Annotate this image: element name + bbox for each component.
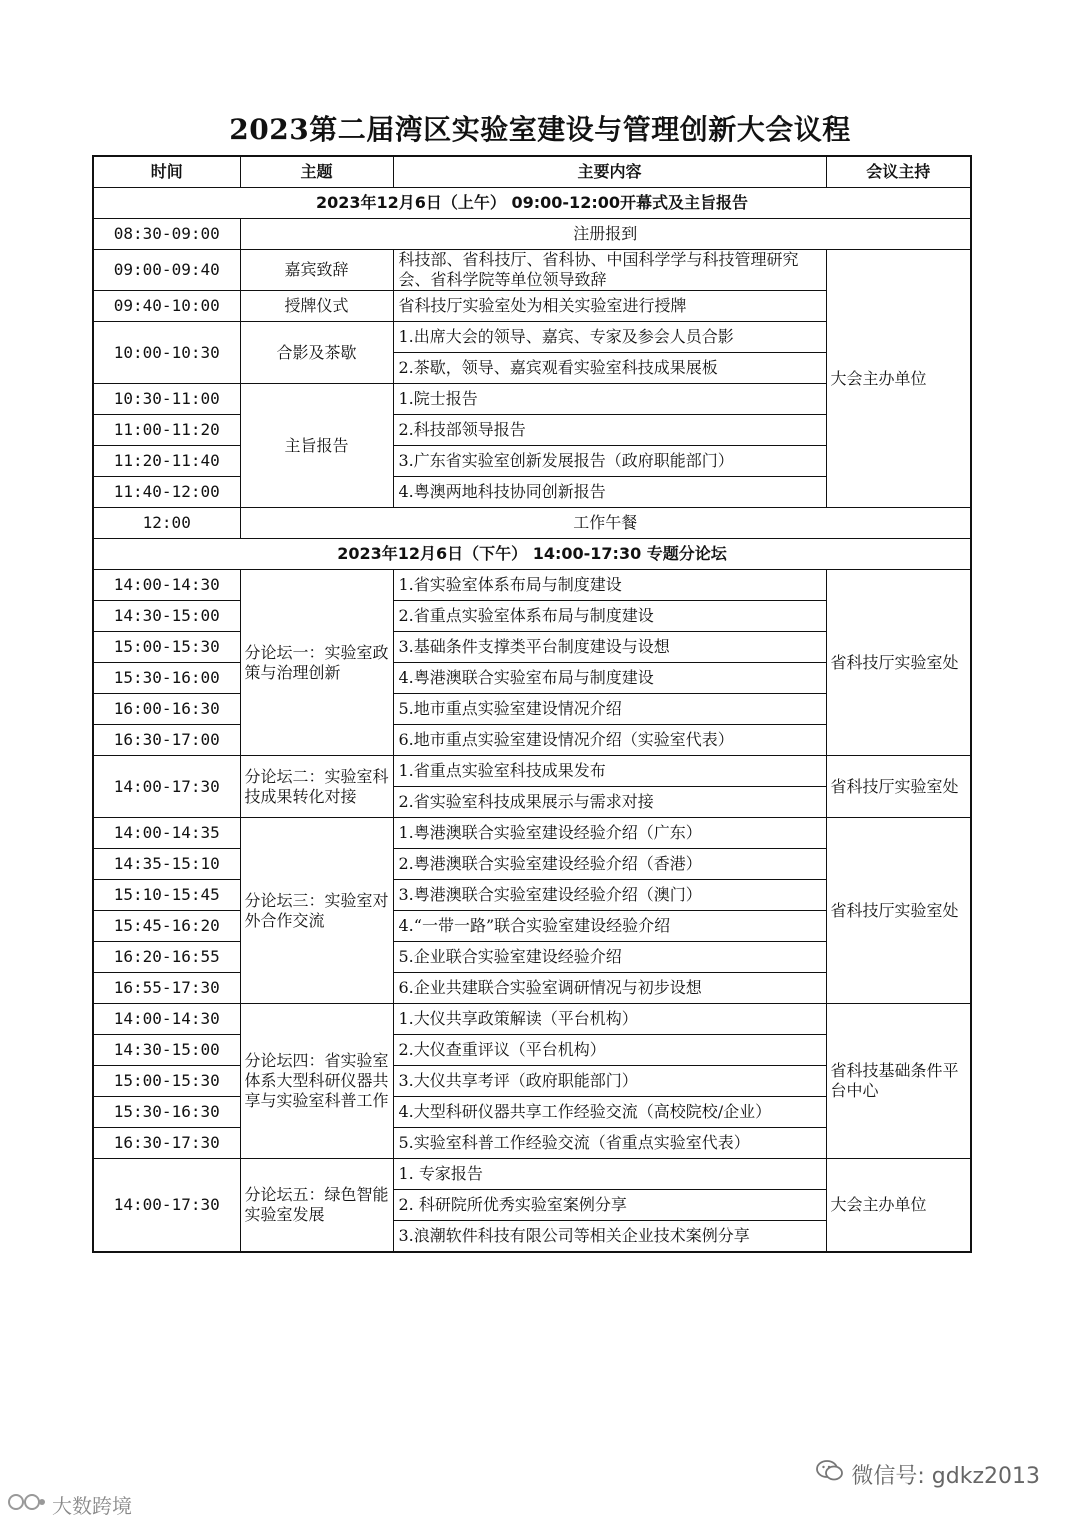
topic-cell: 合影及茶歇 <box>240 322 393 384</box>
content-cell: 3.浪潮软件科技有限公司等相关企业技术案例分享 <box>393 1221 826 1253</box>
section-morning: 2023年12月6日（上午） 09:00-12:00开幕式及主旨报告 <box>93 188 971 219</box>
time-cell: 16:30-17:30 <box>93 1128 240 1159</box>
host-cell: 省科技厅实验室处 <box>826 818 971 1004</box>
time-cell: 10:30-11:00 <box>93 384 240 415</box>
time-cell: 14:30-15:00 <box>93 601 240 632</box>
time-cell: 15:45-16:20 <box>93 911 240 942</box>
table-header-row <box>93 156 971 188</box>
host-cell: 大会主办单位 <box>826 1159 971 1253</box>
brand-logo-icon <box>6 1490 48 1519</box>
time-cell: 10:00-10:30 <box>93 322 240 384</box>
topic-cell: 授牌仪式 <box>240 291 393 322</box>
content-cell: 4.粤澳两地科技协同创新报告 <box>393 477 826 508</box>
host-cell: 省科技厅实验室处 <box>826 570 971 756</box>
time-cell: 15:00-15:30 <box>93 1066 240 1097</box>
topic-cell: 主旨报告 <box>240 384 393 508</box>
topic-cell: 分论坛五：绿色智能实验室发展 <box>240 1159 393 1253</box>
agenda-table <box>92 155 972 1253</box>
time-cell: 14:00-17:30 <box>93 756 240 818</box>
header-topic: 主题 <box>240 156 393 188</box>
content-cell: 科技部、省科技厅、省科协、中国科学学与科技管理研究会、省科学院等单位领导致辞 <box>393 250 826 291</box>
table-row <box>93 508 971 539</box>
table-row <box>93 570 971 601</box>
time-cell: 08:30-09:00 <box>93 219 240 250</box>
time-cell: 11:00-11:20 <box>93 415 240 446</box>
content-cell: 6.企业共建联合实验室调研情况与初步设想 <box>393 973 826 1004</box>
time-cell: 16:30-17:00 <box>93 725 240 756</box>
time-cell: 15:00-15:30 <box>93 632 240 663</box>
content-cell: 5.实验室科普工作经验交流（省重点实验室代表） <box>393 1128 826 1159</box>
content-cell: 工作午餐 <box>240 508 971 539</box>
time-cell: 14:00-14:35 <box>93 818 240 849</box>
host-cell: 省科技厅实验室处 <box>826 756 971 818</box>
content-cell: 1.省重点实验室科技成果发布 <box>393 756 826 787</box>
table-row <box>93 219 971 250</box>
content-cell: 1.省实验室体系布局与制度建设 <box>393 570 826 601</box>
content-cell: 2.省实验室科技成果展示与需求对接 <box>393 787 826 818</box>
time-cell: 12:00 <box>93 508 240 539</box>
content-cell: 3.粤港澳联合实验室建设经验介绍（澳门） <box>393 880 826 911</box>
time-cell: 14:00-14:30 <box>93 570 240 601</box>
content-cell: 2.大仪查重评议（平台机构） <box>393 1035 826 1066</box>
time-cell: 16:55-17:30 <box>93 973 240 1004</box>
content-cell: 2.茶歇，领导、嘉宾观看实验室科技成果展板 <box>393 353 826 384</box>
host-cell: 省科技基础条件平台中心 <box>826 1004 971 1159</box>
topic-cell: 分论坛三：实验室对外合作交流 <box>240 818 393 1004</box>
header-host: 会议主持 <box>826 156 971 188</box>
section-row-afternoon <box>93 539 971 570</box>
content-cell: 注册报到 <box>240 219 971 250</box>
content-cell: 5.地市重点实验室建设情况介绍 <box>393 694 826 725</box>
content-cell: 6.地市重点实验室建设情况介绍（实验室代表） <box>393 725 826 756</box>
time-cell: 11:40-12:00 <box>93 477 240 508</box>
content-cell: 1.出席大会的领导、嘉宾、专家及参会人员合影 <box>393 322 826 353</box>
content-cell: 2.粤港澳联合实验室建设经验介绍（香港） <box>393 849 826 880</box>
table-row <box>93 1004 971 1035</box>
content-cell: 2. 科研院所优秀实验室案例分享 <box>393 1190 826 1221</box>
content-cell: 1.大仪共享政策解读（平台机构） <box>393 1004 826 1035</box>
table-row <box>93 1159 971 1190</box>
content-cell: 3.大仪共享考评（政府职能部门） <box>393 1066 826 1097</box>
content-cell: 2.省重点实验室体系布局与制度建设 <box>393 601 826 632</box>
content-cell: 省科技厅实验室处为相关实验室进行授牌 <box>393 291 826 322</box>
time-cell: 15:30-16:00 <box>93 663 240 694</box>
time-cell: 14:35-15:10 <box>93 849 240 880</box>
time-cell: 15:30-16:30 <box>93 1097 240 1128</box>
section-row-morning <box>93 188 971 219</box>
topic-cell: 分论坛四：省实验室体系大型科研仪器共享与实验室科普工作 <box>240 1004 393 1159</box>
topic-cell: 分论坛二：实验室科技成果转化对接 <box>240 756 393 818</box>
content-cell: 5.企业联合实验室建设经验介绍 <box>393 942 826 973</box>
table-row <box>93 756 971 787</box>
host-cell: 大会主办单位 <box>826 250 971 508</box>
watermark-wechat-text: 微信号: gdkz2013 <box>851 1463 1040 1489</box>
content-cell: 1.粤港澳联合实验室建设经验介绍（广东） <box>393 818 826 849</box>
time-cell: 14:00-14:30 <box>93 1004 240 1035</box>
content-cell: 2.科技部领导报告 <box>393 415 826 446</box>
watermark-brand <box>6 1490 132 1519</box>
header-time: 时间 <box>93 156 240 188</box>
content-cell: 3.基础条件支撑类平台制度建设与设想 <box>393 632 826 663</box>
content-cell: 1. 专家报告 <box>393 1159 826 1190</box>
header-content: 主要内容 <box>393 156 826 188</box>
time-cell: 14:30-15:00 <box>93 1035 240 1066</box>
time-cell: 09:40-10:00 <box>93 291 240 322</box>
table-row <box>93 818 971 849</box>
content-cell: 1.院士报告 <box>393 384 826 415</box>
topic-cell: 分论坛一：实验室政策与治理创新 <box>240 570 393 756</box>
wechat-icon <box>815 1458 845 1490</box>
watermark-wechat <box>815 1458 1040 1490</box>
content-cell: 3.广东省实验室创新发展报告（政府职能部门） <box>393 446 826 477</box>
time-cell: 16:00-16:30 <box>93 694 240 725</box>
content-cell: 4.“一带一路”联合实验室建设经验介绍 <box>393 911 826 942</box>
time-cell: 14:00-17:30 <box>93 1159 240 1253</box>
time-cell: 16:20-16:55 <box>93 942 240 973</box>
watermark-brand-text: 大数跨境 <box>52 1494 132 1518</box>
time-cell: 15:10-15:45 <box>93 880 240 911</box>
page-title: 2023第二届湾区实验室建设与管理创新大会议程 <box>229 113 851 146</box>
content-cell: 4.大型科研仪器共享工作经验交流（高校院校/企业） <box>393 1097 826 1128</box>
topic-cell: 嘉宾致辞 <box>240 250 393 291</box>
content-cell: 4.粤港澳联合实验室布局与制度建设 <box>393 663 826 694</box>
section-afternoon: 2023年12月6日（下午） 14:00-17:30 专题分论坛 <box>93 539 971 570</box>
time-cell: 09:00-09:40 <box>93 250 240 291</box>
table-row <box>93 250 971 291</box>
time-cell: 11:20-11:40 <box>93 446 240 477</box>
